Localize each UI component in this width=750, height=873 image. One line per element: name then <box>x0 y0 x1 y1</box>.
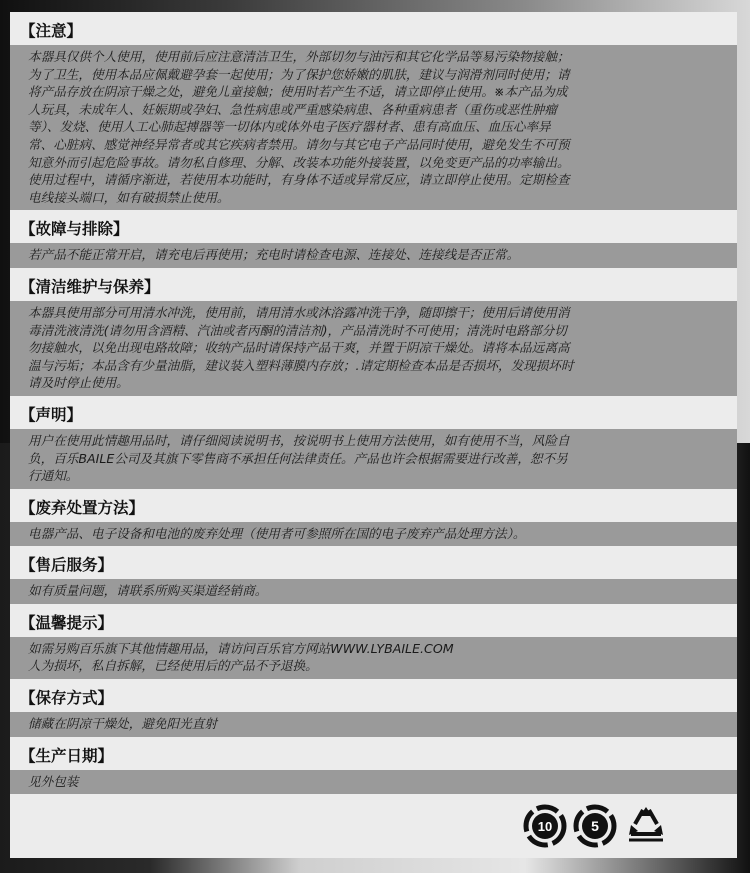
section-title: 【温馨提示】 <box>10 604 737 637</box>
section-tips <box>10 604 737 679</box>
section-body: 见外包装 <box>10 770 737 795</box>
section-body: 用户在使用此情趣用品时，请仔细阅读说明书，按说明书上使用方法使用，如有使用不当，风险自 负，百乐BAILE公司及其旗下零售商不承担任何法律责任。产品也许会根据需要进行改善，恕不另 行通知。 <box>10 429 737 489</box>
environmental-5-icon <box>573 804 617 848</box>
section-title: 【注意】 <box>10 12 737 45</box>
section-title: 【故障与排除】 <box>10 210 737 243</box>
instruction-sheet <box>10 12 737 858</box>
section-title: 【废弃处置方法】 <box>10 489 737 522</box>
section-production-date <box>10 737 737 795</box>
section-title: 【声明】 <box>10 396 737 429</box>
section-after-sales <box>10 546 737 604</box>
section-body: 如需另购百乐旗下其他情趣用品，请访问百乐官方网站WWW.LYBAILE.COM 人为损坏，私自拆解，已经使用后的产品不予退换。 <box>10 637 737 679</box>
section-disposal <box>10 489 737 547</box>
section-title: 【售后服务】 <box>10 546 737 579</box>
section-title: 【生产日期】 <box>10 737 737 770</box>
section-body: 本器具使用部分可用清水冲洗，使用前，请用清水或沐浴露冲洗干净，随即擦干；使用后请使用消 毒清洗液清洗(请勿用含酒精、汽油或者丙酮的清洁剂)，产品清洗时不可使用；清洗时电路部分切 勿接触水，以免出现电路故障；收纳产品时请保持产品干爽，并置于阴凉干燥处。请将本品远离高 温与污垢；本品含有少量油脂，建议装入塑料薄膜内存放；.请定期检查本品是否损坏，发现损坏时 请及时停止使用。 <box>10 301 737 396</box>
section-cleaning <box>10 268 737 396</box>
recycle-icons <box>523 804 669 848</box>
section-body: 本器具仅供个人使用，使用前后应注意清洁卫生，外部切勿与油污和其它化学品等易污染物接触； 为了卫生，使用本品应佩戴避孕套一起使用；为了保护您娇嫩的肌肤，建议与润滑剂同时使用；请 将产品存放在阴凉干燥之处，避免儿童接触；使用时若产生不适，请立即停止使用。※本产品为成 人玩具，未成年人、妊娠期或孕妇、急性病患或严重感染病患、各种重病患者（重伤或恶性肿瘤 等）、发烧、使用人工心肺起搏器等一切体内或体外电子医疗器材者、患有高血压、血压心率异 常、心脏病、感觉神经异常者或其它疾病者禁用。请勿与其它电子产品同时使用，避免发生不可预 知意外而引起危险事故。请勿私自修理、分解、改装本功能外接装置，以免变更产品的功率输出。 使用过程中，请循序渐进，若使用本功能时，有身体不适或异常反应，请立即停止使用。定期检查 电线接头端口，如有破损禁止使用。 <box>10 45 737 210</box>
section-body: 储藏在阴凉干燥处，避免阳光直射 <box>10 712 737 737</box>
section-statement <box>10 396 737 489</box>
section-troubleshooting <box>10 210 737 268</box>
environmental-10-label: 10 <box>537 819 553 835</box>
section-title: 【保存方式】 <box>10 679 737 712</box>
environmental-5-label: 5 <box>591 818 599 835</box>
recycle-icon <box>623 804 669 848</box>
section-storage <box>10 679 737 737</box>
section-body: 如有质量问题，请联系所购买渠道经销商。 <box>10 579 737 604</box>
section-body: 若产品不能正常开启，请充电后再使用；充电时请检查电源、连接处、连接线是否正常。 <box>10 243 737 268</box>
environmental-10-icon <box>523 804 567 848</box>
footer <box>10 794 737 858</box>
section-body: 电器产品、电子设备和电池的废弃处理（使用者可参照所在国的电子废弃产品处理方法）。 <box>10 522 737 547</box>
section-notice <box>10 12 737 210</box>
section-title: 【清洁维护与保养】 <box>10 268 737 301</box>
